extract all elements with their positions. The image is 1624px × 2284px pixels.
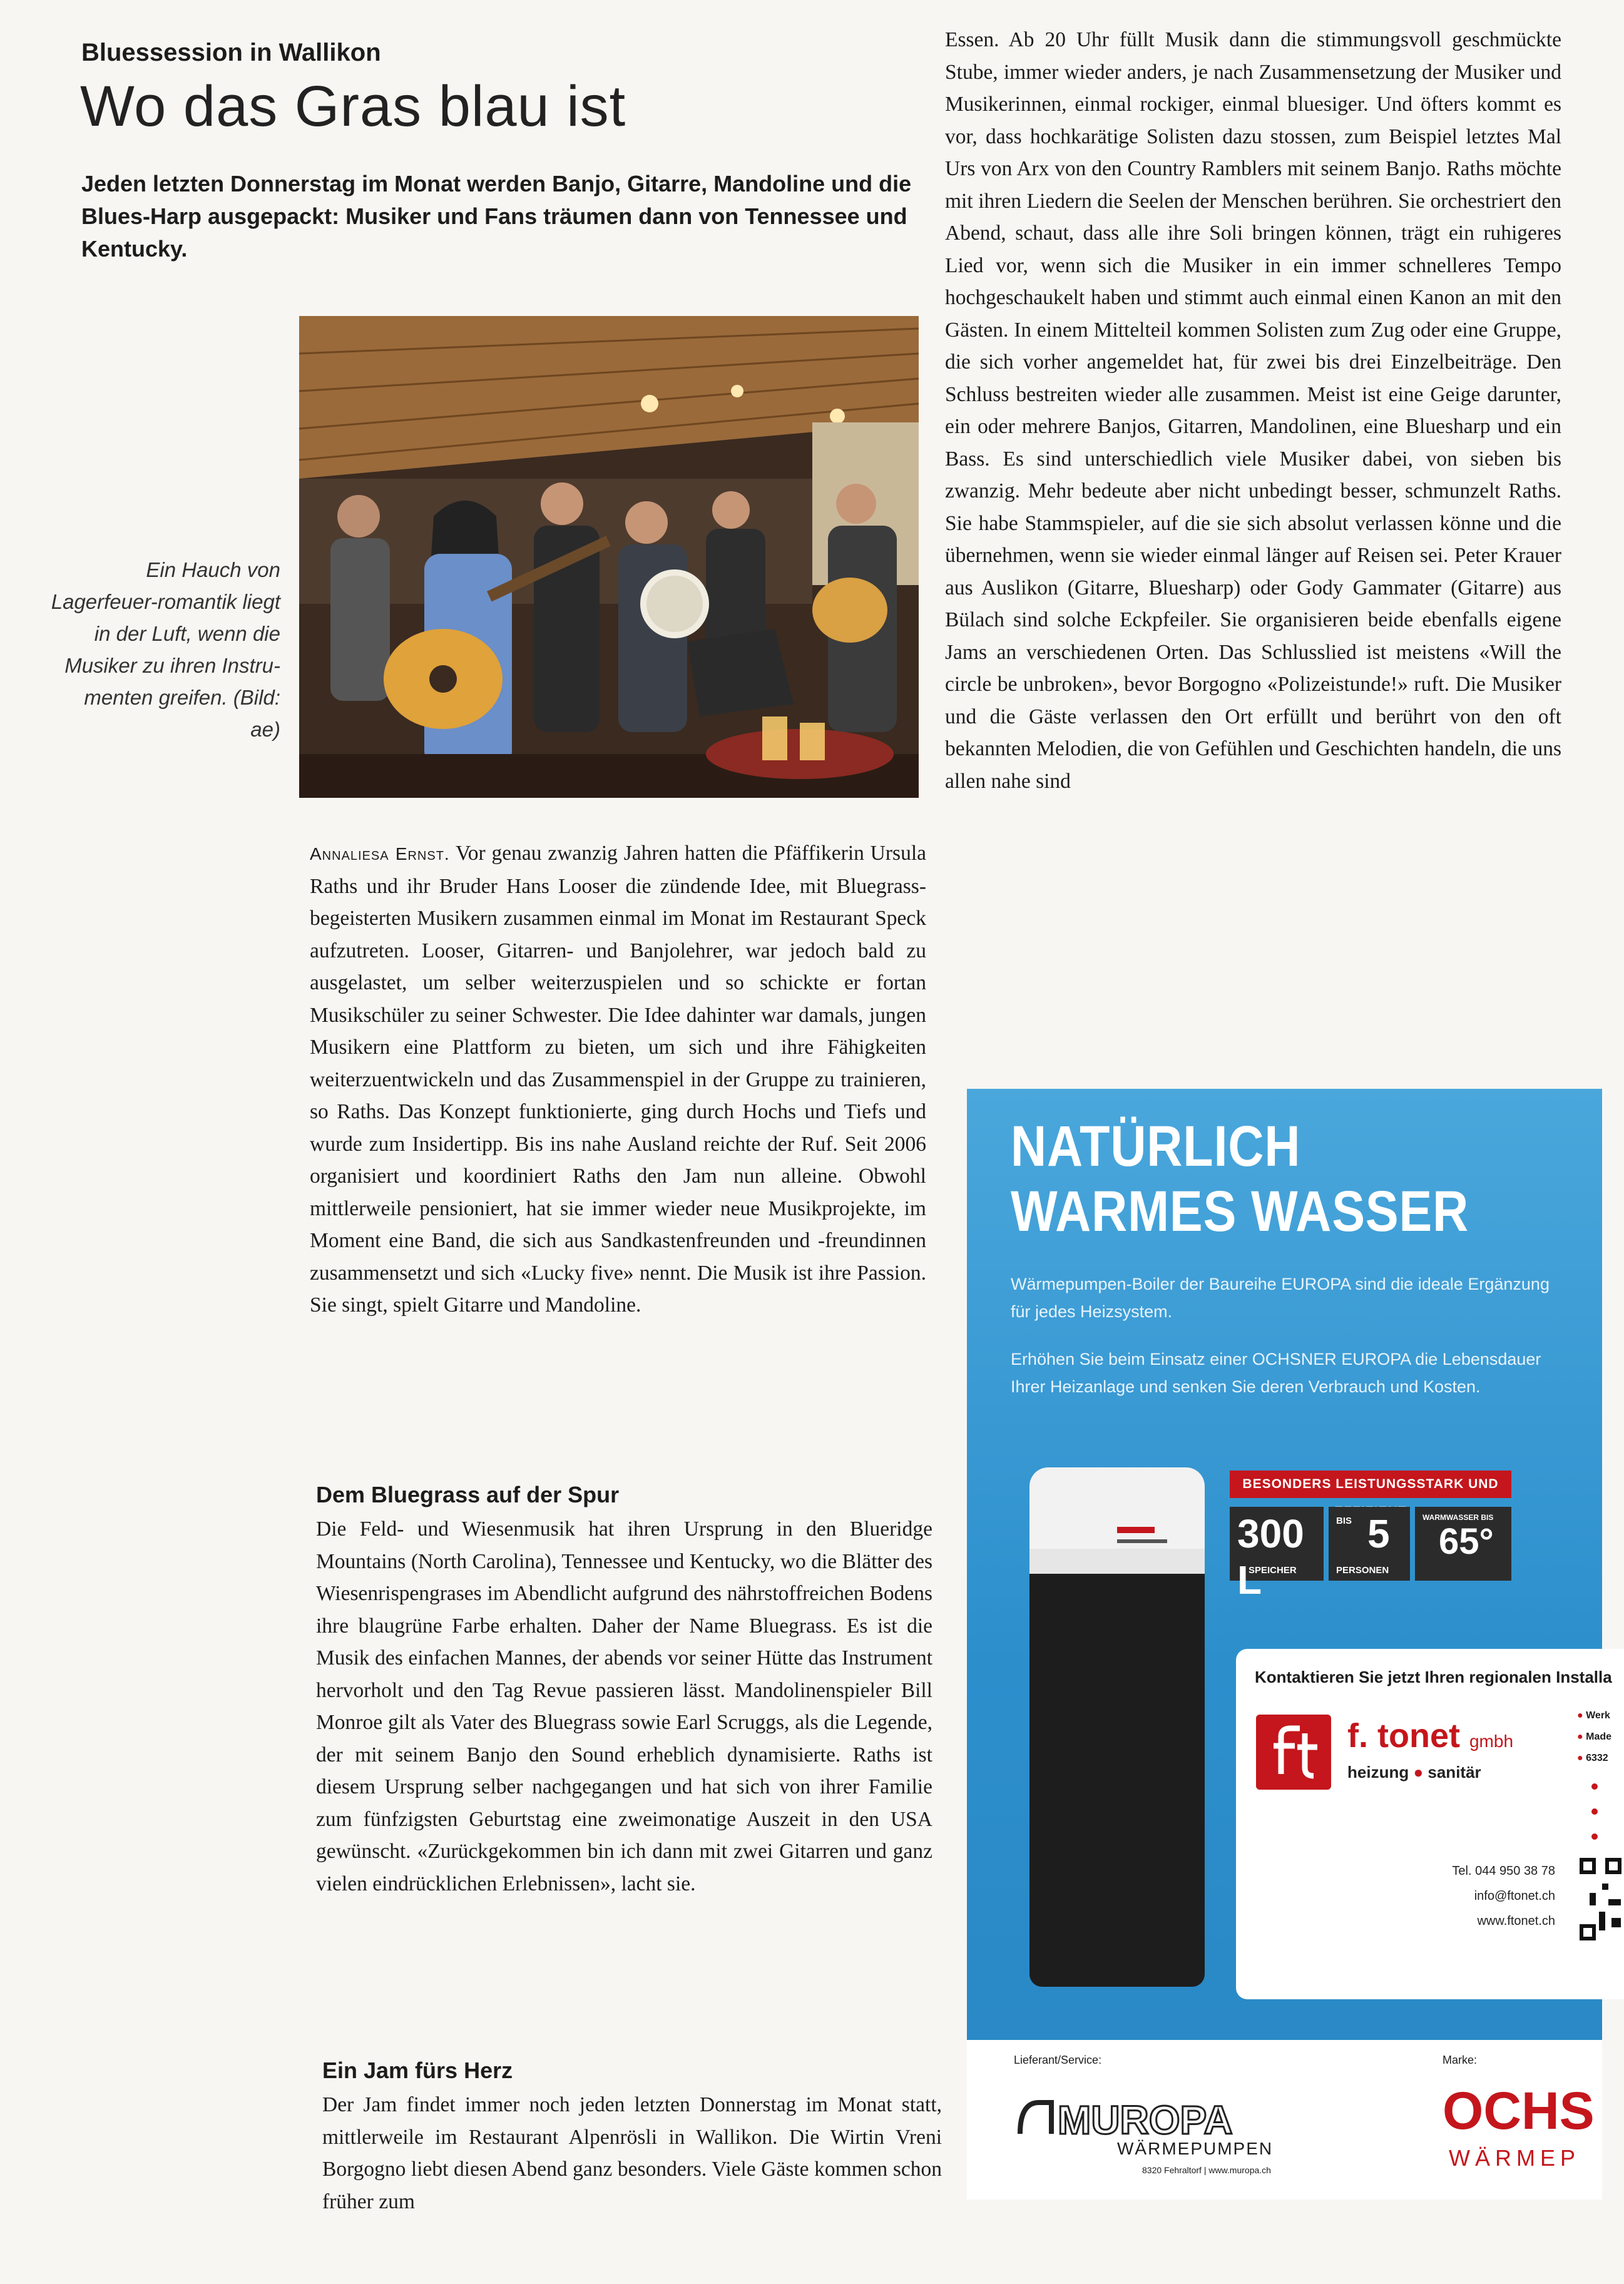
svg-text:MUROPA: MUROPA — [1058, 2098, 1233, 2143]
ad-copy-1: Wärmepumpen-Boiler der Baureihe EUROPA sind die ideale Ergänzung für jedes Heizsystem. — [1011, 1275, 1550, 1321]
ochsner-tagline: WÄRMEP — [1449, 2145, 1580, 2171]
article-byline: Annaliesa Ernst. — [310, 844, 450, 864]
article-paragraph-1 — [310, 837, 926, 1322]
subhead-jam: Ein Jam fürs Herz — [322, 2057, 513, 2083]
installer-contact-card — [1236, 1649, 1624, 1999]
advertisement[interactable] — [967, 1089, 1612, 2200]
installer-side-info: ● Werk ● Made ● 6332 — [1577, 1710, 1612, 1763]
company-contact — [1330, 1858, 1555, 1934]
spec-temperature: WARMWASSER BIS 65° — [1415, 1507, 1511, 1581]
company-website[interactable]: www.ftonet.ch — [1477, 1914, 1555, 1928]
photo-caption: Ein Hauch von Lagerfeuer-romantik liegt in der Luft, wenn die Musiker zu ihren Instru-menten greifen. (Bild: ae) — [51, 558, 280, 741]
company-name: f. tonet gmbh — [1347, 1717, 1514, 1755]
ad-footer — [967, 2040, 1602, 2200]
company-services: heizung ● sanitär — [1347, 1763, 1481, 1782]
muropa-tagline: WÄRMEPUMPEN — [1117, 2139, 1274, 2158]
article-paragraph-3: Der Jam findet immer noch jeden letzten Donnerstag im Monat statt, mittlerweile im Restaurant Alpenrösli in Wallikon. Die Wirtin Vreni Borgogno liebt diesen Abend ganz besonders. Viele Gäste kommen schon früher zum — [322, 2093, 942, 2213]
article-photo — [299, 316, 919, 798]
subhead-bluegrass: Dem Bluegrass auf der Spur — [316, 1482, 620, 1507]
article-headline: Wo das Gras blau ist — [80, 74, 626, 138]
article-kicker: Bluessession in Wallikon — [81, 39, 381, 66]
article-lead: Jeden letzten Donnerstag im Monat werden Banjo, Gitarre, Mandoline und die Blues-Harp ausgepackt: Musiker und Fans träumen dann von Tennessee und Kentucky. — [81, 171, 912, 262]
heat-pump-boiler-image — [1029, 1467, 1205, 1987]
ad-headline: NATÜRLICH WARMES WASSER — [1011, 1114, 1469, 1243]
spec-capacity: 300 L SPEICHER — [1230, 1507, 1324, 1581]
article-paragraph-4: Essen. Ab 20 Uhr füllt Musik dann die stimmungsvoll geschmückte Stube, immer wieder anders, je nach Zusammensetzung der Musiker und Musikerinnen, einmal rockiger, einmal bluesiger. Und öfters kommt es vor, dass hochkarätige Solisten dazu stossen, zum Beispiel letztes Mal Urs von Arx von den Country Ramblers mit seinem Banjo. Raths möchte mit ihren Liedern die Seelen der Menschen berühren. Sie orchestriert den Abend, schaut, dass alle ihre Soli bringen können, trägt ein ruhigeres Lied vor, wenn sich die Musiker in ein immer schnelleres Tempo hochgeschaukelt haben und stimmt auch einmal einen Kanon an mit den Gästen. In einem Mittelteil kommen Solisten zum Zug oder eine Gruppe, die sich vorher angemeldet hat, für zwei bis drei Einzelbeiträge. Den Schluss bestreiten wieder alle zusammen. Meist ist eine Geige darunter, ein oder mehrere Banjos, Gitarren, Mandolinen, eine Bluesharp und ein Bass. Es sind unterschiedlich viele Musiker dabei, von sieben bis zwanzig. Mehr bedeute aber nicht unbedingt besser, schmunzelt Raths. Sie habe Stammspieler, auf die sie sich absolut verlassen könne und die übernehmen, wenn sie wieder einmal länger auf Reisen sei. Peter Krauer aus Auslikon (Gitarre, Bluesharp) oder Gody Gammater (Gitarre) aus Bülach sind solche Eckpfeiler. Sie organisieren beide ebenfalls eigene Jams an verschiedenen Orten. Das Schlusslied ist meistens «Will the circle be unbroken», bevor Borgogno «Polizeistunde!» ruft. Die Musiker und die Gäste verlassen den Ort erfüllt und berührt von den oft bekannten Melodien, die von Gefühlen und Geschichten handeln, die uns allen nahe sind — [945, 28, 1561, 793]
company-phone[interactable]: Tel. 044 950 38 78 — [1452, 1864, 1555, 1878]
contact-title: Kontaktieren Sie jetzt Ihren regionalen Installa — [1255, 1668, 1612, 1686]
muropa-address: 8320 Fehraltorf | www.muropa.ch — [1142, 2165, 1271, 2175]
company-email[interactable]: info@ftonet.ch — [1474, 1889, 1555, 1903]
spec-banner: BESONDERS LEISTUNGSSTARK UND — [1230, 1471, 1511, 1498]
qr-code-icon[interactable] — [1577, 1855, 1624, 1943]
ad-copy-2: Erhöhen Sie beim Einsatz einer OCHSNER EUROPA die Lebensdauer Ihrer Heizanlage und senken Sie deren Verbrauch und Kosten. — [1011, 1350, 1541, 1396]
supplier-label: Lieferant/Service: — [1014, 2054, 1102, 2066]
brand-label: Marke: — [1443, 2054, 1478, 2066]
article-paragraph-2: Die Feld- und Wiesenmusik hat ihren Ursprung in den Blueridge Mountains (North Carolina), Tennessee und Kentucky, wo die Blätter des Wiesenrispengrases im Abendlicht aufgrund des nährstoffreichen Bodens ihre blaugrüne Farbe erhalten. Daher der Name Bluegrass. Es ist die Musik des einfachen Mannes, der abends vor seiner Hütte das Instrument hervorholt und den Tag Revue passieren lässt. Mandolinenspieler Bill Monroe gilt als Vater des Bluegrass sowie Earl Scruggs, als die Legende, der mit seinem Banjo den Sound erheblich dynamisierte. Raths ist diesem Ursprung selber nachgegangen und hat sich von ihrer Familie zum fünfzigsten Geburtstag eine zweimonatige Auszeit in den USA gewünscht. «Zurückgekommen bin ich dann mit zwei Gitarren und ganz vielen eindrücklichen Erlebnissen», lacht sie. — [316, 1517, 932, 1895]
tonet-logo-icon — [1256, 1715, 1331, 1790]
ochsner-logo: OCHS — [1443, 2081, 1595, 2140]
paragraph-1-text: Vor genau zwanzig Jahren hatten die Pfäffikerin Ursula Raths und ihr Bruder Hans Looser die zündende Idee, mit Bluegrass-begeisterten Musikern zusammen einmal im Monat im Restaurant Speck aufzutreten. Looser, Gitarren- und Banjolehrer, war jedoch bald zu ausgelastet, um selber weiterzuspielen und so schickte er fortan Musikschüler zu seiner Schwester. Die Idee dahinter war damals, jungen Musikern eine Plattform zu bieten, um sich und ihre Fähigkeiten weiterzuentwickeln und das Zusammenspiel in der Gruppe zu trainieren, so Raths. Das Konzept funktionierte, ging durch Hochs und Tiefs und wurde zum Insidertipp. Bis ins nahe Ausland reichte der Ruf. Seit 2006 organisiert und koordiniert Raths den Jam nun alleine. Obwohl mittlerweile pensioniert, hat sie immer wieder neue Musikprojekte, im Moment eine Band, die sich aus Sandkastenfreunden und -freundinnen zusammensetzt und sich «Lucky five» nennt. Die Musik ist ihre Passion. Sie singt, spielt Gitarre und Mandoline. — [310, 842, 926, 1317]
spec-persons: BIS 5 PERSONEN — [1329, 1507, 1410, 1581]
